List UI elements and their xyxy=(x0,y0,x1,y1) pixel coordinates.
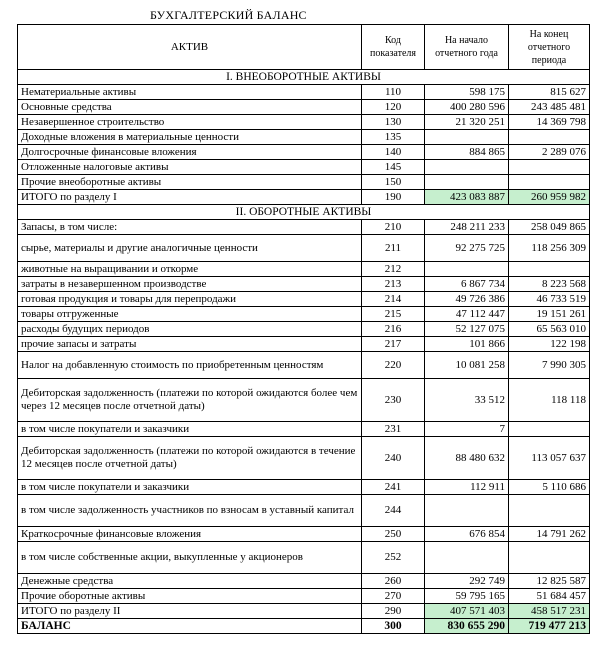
table-row xyxy=(18,130,590,145)
row-name: Нематериальные активы xyxy=(18,85,362,100)
row-end-value: 19 151 261 xyxy=(509,307,590,322)
row-code: 213 xyxy=(362,277,425,292)
row-code: 210 xyxy=(362,220,425,235)
row-start-value: 400 280 596 xyxy=(425,100,509,115)
row-code: 190 xyxy=(362,190,425,205)
row-end-value xyxy=(509,262,590,277)
row-end-value: 14 369 798 xyxy=(509,115,590,130)
row-start-value: 92 275 725 xyxy=(425,235,509,262)
row-start-value: 7 xyxy=(425,422,509,437)
table-row xyxy=(18,527,590,542)
row-name: в том числе покупатели и заказчики xyxy=(18,422,362,437)
row-end-value: 458 517 231 xyxy=(509,604,590,619)
row-end-value xyxy=(509,160,590,175)
table-row xyxy=(18,85,590,100)
row-name: Доходные вложения в материальные ценности xyxy=(18,130,362,145)
section-1-total-row xyxy=(18,190,590,205)
header-end: На конец отчетного периода xyxy=(509,25,590,70)
table-row xyxy=(18,115,590,130)
row-name: товары отгруженные xyxy=(18,307,362,322)
row-code: 252 xyxy=(362,542,425,574)
table-row xyxy=(18,322,590,337)
row-code: 215 xyxy=(362,307,425,322)
row-code: 260 xyxy=(362,574,425,589)
row-end-value: 12 825 587 xyxy=(509,574,590,589)
balance-sheet-table xyxy=(17,24,590,634)
row-end-value: 260 959 982 xyxy=(509,190,590,205)
section-1-header xyxy=(18,70,590,85)
row-end-value: 243 485 481 xyxy=(509,100,590,115)
row-end-value: 51 684 457 xyxy=(509,589,590,604)
row-name: Основные средства xyxy=(18,100,362,115)
table-row xyxy=(18,145,590,160)
row-code: 110 xyxy=(362,85,425,100)
row-code: 145 xyxy=(362,160,425,175)
row-start-value: 248 211 233 xyxy=(425,220,509,235)
balance-total-row xyxy=(18,619,590,634)
page-title: БУХГАЛТЕРСКИЙ БАЛАНС xyxy=(150,8,307,22)
row-name: в том числе собственные акции, выкупленные у акционеров xyxy=(18,542,362,574)
row-start-value: 598 175 xyxy=(425,85,509,100)
row-name: Налог на добавленную стоимость по приобретенным ценностям xyxy=(18,352,362,379)
row-start-value xyxy=(425,495,509,527)
row-end-value xyxy=(509,175,590,190)
row-name: Прочие оборотные активы xyxy=(18,589,362,604)
row-end-value: 113 057 637 xyxy=(509,437,590,480)
section-1-body xyxy=(18,85,590,190)
row-code: 230 xyxy=(362,379,425,422)
table-row xyxy=(18,262,590,277)
row-name: Запасы, в том числе: xyxy=(18,220,362,235)
row-end-value: 258 049 865 xyxy=(509,220,590,235)
row-code: 290 xyxy=(362,604,425,619)
row-start-value xyxy=(425,130,509,145)
table-row xyxy=(18,160,590,175)
row-end-value: 719 477 213 xyxy=(509,619,590,634)
row-end-value: 815 627 xyxy=(509,85,590,100)
row-code: 150 xyxy=(362,175,425,190)
row-name: БАЛАНС xyxy=(18,619,362,634)
header-row xyxy=(18,25,590,70)
table-row xyxy=(18,220,590,235)
row-name: готовая продукция и товары для перепродажи xyxy=(18,292,362,307)
table-row xyxy=(18,589,590,604)
section-2-title: II. ОБОРОТНЫЕ АКТИВЫ xyxy=(18,205,590,220)
row-code: 135 xyxy=(362,130,425,145)
table-row xyxy=(18,307,590,322)
row-name: Незавершенное строительство xyxy=(18,115,362,130)
row-end-value: 65 563 010 xyxy=(509,322,590,337)
row-code: 140 xyxy=(362,145,425,160)
row-start-value xyxy=(425,160,509,175)
row-code: 211 xyxy=(362,235,425,262)
row-code: 212 xyxy=(362,262,425,277)
row-end-value xyxy=(509,130,590,145)
row-end-value: 2 289 076 xyxy=(509,145,590,160)
row-start-value: 10 081 258 xyxy=(425,352,509,379)
row-name: расходы будущих периодов xyxy=(18,322,362,337)
row-code: 240 xyxy=(362,437,425,480)
row-name: Прочие внеоборотные активы xyxy=(18,175,362,190)
row-end-value xyxy=(509,495,590,527)
row-start-value: 423 083 887 xyxy=(425,190,509,205)
row-name: ИТОГО по разделу I xyxy=(18,190,362,205)
table-row xyxy=(18,542,590,574)
row-start-value xyxy=(425,175,509,190)
row-code: 270 xyxy=(362,589,425,604)
row-name: Дебиторская задолженность (платежи по которой ожидаются в течение 12 месяцев после отчетной даты) xyxy=(18,437,362,480)
row-start-value: 407 571 403 xyxy=(425,604,509,619)
row-name: животные на выращивании и откорме xyxy=(18,262,362,277)
row-code: 130 xyxy=(362,115,425,130)
table-row xyxy=(18,495,590,527)
row-code: 231 xyxy=(362,422,425,437)
row-start-value: 47 112 447 xyxy=(425,307,509,322)
header-start: На начало отчетного года xyxy=(425,25,509,70)
header-aktiv: АКТИВ xyxy=(18,25,362,70)
row-name: сырье, материалы и другие аналогичные ценности xyxy=(18,235,362,262)
row-name: Отложенные налоговые активы xyxy=(18,160,362,175)
row-name: ИТОГО по разделу II xyxy=(18,604,362,619)
row-start-value: 112 911 xyxy=(425,480,509,495)
section-2-total-row xyxy=(18,604,590,619)
row-start-value: 52 127 075 xyxy=(425,322,509,337)
table-row xyxy=(18,292,590,307)
table-row xyxy=(18,437,590,480)
row-end-value: 5 110 686 xyxy=(509,480,590,495)
row-end-value xyxy=(509,542,590,574)
row-code: 217 xyxy=(362,337,425,352)
row-start-value: 101 866 xyxy=(425,337,509,352)
row-code: 300 xyxy=(362,619,425,634)
table-row xyxy=(18,379,590,422)
row-end-value: 122 198 xyxy=(509,337,590,352)
row-name: в том числе покупатели и заказчики xyxy=(18,480,362,495)
table-row xyxy=(18,175,590,190)
row-end-value: 7 990 305 xyxy=(509,352,590,379)
row-code: 250 xyxy=(362,527,425,542)
table-row xyxy=(18,337,590,352)
row-name: в том числе задолженность участников по взносам в уставный капитал xyxy=(18,495,362,527)
row-end-value: 118 256 309 xyxy=(509,235,590,262)
row-end-value: 46 733 519 xyxy=(509,292,590,307)
row-start-value: 33 512 xyxy=(425,379,509,422)
row-start-value: 88 480 632 xyxy=(425,437,509,480)
row-code: 216 xyxy=(362,322,425,337)
row-start-value: 59 795 165 xyxy=(425,589,509,604)
row-start-value: 21 320 251 xyxy=(425,115,509,130)
row-code: 220 xyxy=(362,352,425,379)
row-end-value xyxy=(509,422,590,437)
row-code: 244 xyxy=(362,495,425,527)
row-end-value: 8 223 568 xyxy=(509,277,590,292)
row-name: затраты в незавершенном производстве xyxy=(18,277,362,292)
row-end-value: 14 791 262 xyxy=(509,527,590,542)
row-start-value: 676 854 xyxy=(425,527,509,542)
section-2-header xyxy=(18,205,590,220)
row-name: прочие запасы и затраты xyxy=(18,337,362,352)
row-name: Долгосрочные финансовые вложения xyxy=(18,145,362,160)
row-start-value: 884 865 xyxy=(425,145,509,160)
row-start-value: 830 655 290 xyxy=(425,619,509,634)
table-row xyxy=(18,480,590,495)
table-row xyxy=(18,277,590,292)
table-row xyxy=(18,422,590,437)
table-row xyxy=(18,100,590,115)
section-1-title: I. ВНЕОБОРОТНЫЕ АКТИВЫ xyxy=(18,70,590,85)
row-name: Денежные средства xyxy=(18,574,362,589)
table-row xyxy=(18,352,590,379)
row-code: 120 xyxy=(362,100,425,115)
row-code: 241 xyxy=(362,480,425,495)
row-start-value xyxy=(425,262,509,277)
table-row xyxy=(18,574,590,589)
section-2-body xyxy=(18,220,590,604)
table-row xyxy=(18,235,590,262)
row-start-value xyxy=(425,542,509,574)
row-name: Краткосрочные финансовые вложения xyxy=(18,527,362,542)
row-code: 214 xyxy=(362,292,425,307)
row-end-value: 118 118 xyxy=(509,379,590,422)
header-code: Код показателя xyxy=(362,25,425,70)
row-name: Дебиторская задолженность (платежи по которой ожидаются более чем через 12 месяцев после отчетной даты) xyxy=(18,379,362,422)
row-start-value: 6 867 734 xyxy=(425,277,509,292)
row-start-value: 49 726 386 xyxy=(425,292,509,307)
row-start-value: 292 749 xyxy=(425,574,509,589)
